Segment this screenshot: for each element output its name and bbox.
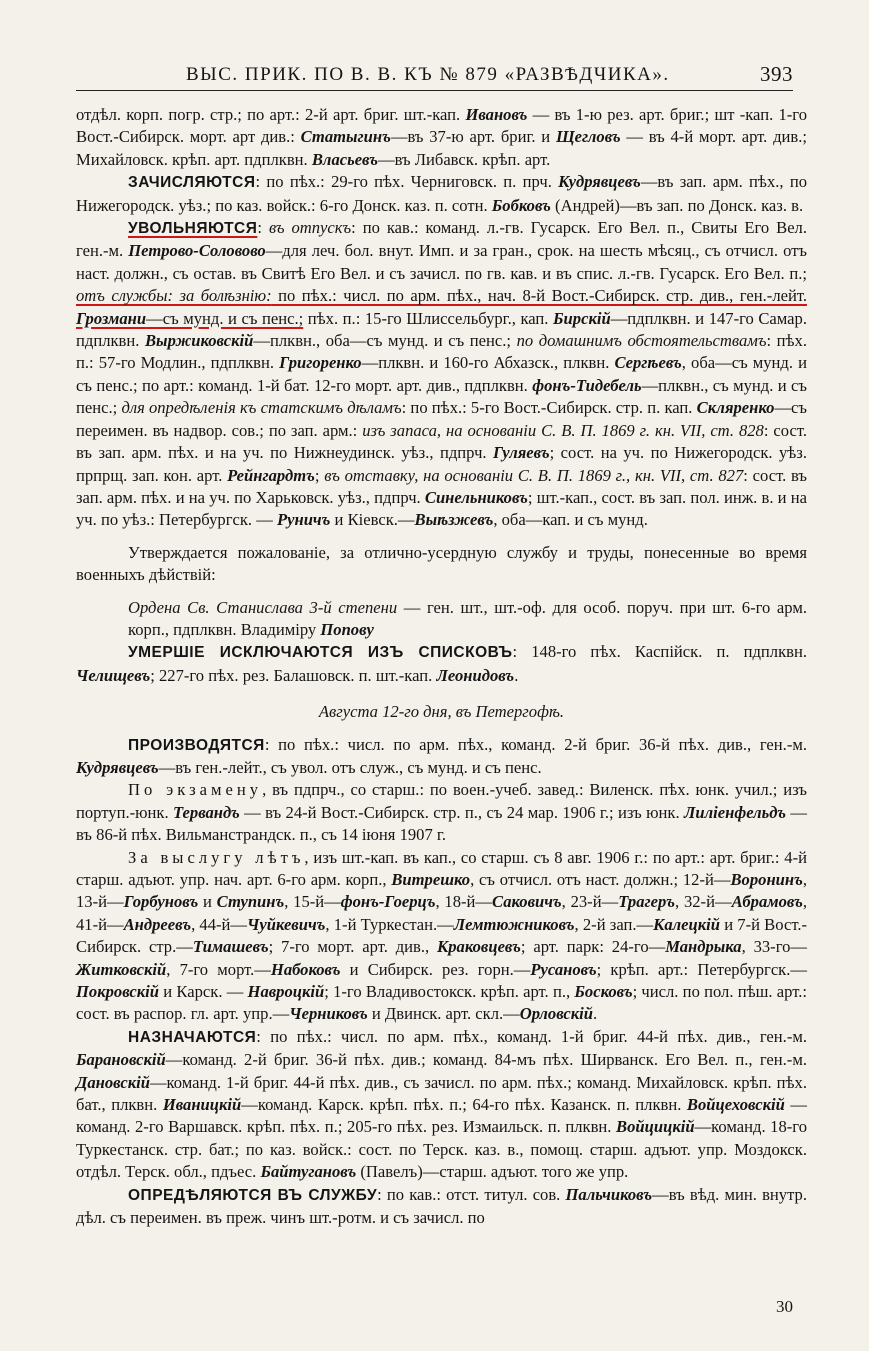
text-run: , оба—съ мунд. и съ пенс.; по арт.: команд. 1-й бат. 12-го морт. арт. див., пдплквн. [76,353,807,395]
text-run: , 18-й— [435,892,493,912]
person-name: Краковцевъ [437,937,521,957]
text-run: —плквн. и 160-го Абхазск., плквн. [361,353,615,373]
person-name: Орловскій [519,1004,594,1024]
text-run: и 7-й Вост.-Сибирск. стр.— [76,914,807,957]
person-name: Гуляевъ [493,443,550,463]
text-run: : 148-го пѣх. Каспійск. п. пдплквн. [512,642,807,662]
person-name: Навроцкій [247,982,325,1002]
person-name: Набоковъ [270,959,341,979]
person-name: Пальчиковъ [565,1184,653,1204]
text-run: и Карск. — [159,982,248,1002]
paragraph-dismissed [76,217,807,532]
person-name: Ступинъ [216,892,285,912]
person-name: Войцеховскій [686,1095,785,1115]
person-name: Кудрявцевъ [558,172,641,192]
text-run: по домашнимъ обстоятельствамъ [516,331,767,351]
text-run: отдѣл. корп. погр. стр.; по арт.: 2-й арт. бриг. шт.-кап. [76,105,466,124]
text-run: —въ зап. арм. пѣх., по Нижегородск. уѣз.; по каз. войск.: 6-го Донск. каз. п. сотн. [76,172,807,215]
text-run: —команд. 18-го Туркестанск. стр. бат.; по каз. войск.: сост. по Терск. каз. в., помощ. старш. адъют. упр. Моздокск. отдѣл. Терск. обл., пдъес. [76,1117,807,1182]
person-name: Босковъ [574,982,633,1002]
person-name: Андреевъ [123,914,192,934]
person-name: Попову [320,619,374,639]
paragraph-award [76,597,807,642]
person-name: Житковскій [76,959,167,979]
text-run: — въ 4-й морт. арт. див.; Михайловск. крѣп. арт. пдплквн. [76,127,808,169]
person-name: Чуйкевичъ [247,914,326,934]
text-run: , оба—кап. и съ мунд. [493,510,648,530]
text-run: —команд. Карск. крѣп. пѣх. п.; 64-го пѣх. Казанск. п. плквн. [241,1095,687,1115]
person-name: Тервандъ [173,802,240,822]
text-run: — команд. 2-го Варшавск. крѣп. пѣх. п.; 205-го пѣх. рез. Измаильск. п. плквн. [76,1095,807,1137]
person-name: Байтугановъ [260,1162,357,1182]
person-name: Рейнгардтъ [227,465,315,485]
text-run: въ отпускъ [268,218,352,238]
text-run: и Кіевск.— [330,510,415,530]
person-name: Грозмани [76,308,147,328]
paragraph-deceased [76,641,807,687]
person-name: Ивановъ [465,105,528,124]
text-run: ; шт.-кап., сост. въ зап. пол. инж. в. и на уч. по уѣз.: Петербургск. — [76,487,807,530]
person-name: Петрово-Соловово [128,241,266,261]
person-name: Лемтюжниковъ [453,914,575,934]
text-run: —съ переимен. въ надвор. сов.; по зап. арм.: [76,398,807,440]
person-name: Горбуновъ [123,892,199,912]
text-run: ; 227-го пѣх. рез. Балашовск. п. шт.-кап. [150,665,437,685]
text-run: и [198,892,217,912]
person-name: Лиліенфельдъ [684,802,787,822]
text-run: По экзамену [128,780,263,800]
text-run: ; 7-го морт. арт. див., [268,937,437,957]
person-name: Покровскій [76,982,160,1002]
section-heading: ПРОИЗВОДЯТСЯ [128,736,265,754]
person-name: Скляренко [696,398,775,418]
text-run: въ отставку, на основаніи С. В. П. 1869 г., кн. VII, ст. 827 [324,465,744,485]
text-run: — въ 1-ю рез. арт. бриг.; шт -кап. 1-го Вост.-Сибирск. морт. арт див.: [76,105,807,147]
text-run: : пѣх. п.: 57-го Модлин., пдплквн. [76,331,807,373]
text-run: : сост. въ зап. арм. пѣх. и на уч. по Харьковск. уѣз., пдпрч. [76,465,807,507]
person-name: Бобковъ [491,195,551,215]
person-name: Сергѣевъ [614,353,682,373]
person-name: Выѣзжевъ [414,510,494,530]
person-name: Синельниковъ [424,487,528,507]
text-run: (Павелъ)—старш. адъют. того же упр. [356,1162,629,1182]
person-name: Трагеръ [618,892,676,912]
section-heading: НАЗНАЧАЮТСЯ [128,1028,257,1046]
person-name: фонъ-Тидебель [532,375,642,395]
text-run: ; арт. парк: 24-го— [520,937,666,957]
text-run: : по пѣх.: 29-го пѣх. Черниговск. п. прч. [255,172,559,192]
page-number: 393 [760,62,793,86]
text-run: —съ мунд. и съ пенс.; [146,308,304,328]
header-title: ВЫС. ПРИК. ПО В. В. КЪ № 879 «РАЗВѢДЧИКА». [186,64,670,85]
text-run: , 32-й— [675,892,732,912]
text-run: , 33-го— [741,937,807,957]
text-run: , 13-й— [76,870,807,912]
person-name: Абрамовъ [731,892,803,912]
text-run: ; 1-го Владивостокск. крѣп. арт. п., [324,982,575,1002]
text-run: , 15-й— [284,892,341,912]
person-name: Барановскій [76,1050,166,1070]
text-run: (Андрей)—въ зап. по Донск. каз. в. [550,195,804,215]
text-run: — въ 24-й Вост.-Сибирск. стр. п., съ 24 мар. 1906 г.; изъ юнк. [239,802,684,822]
text-run: —команд. 2-й бриг. 36-й пѣх. див.; команд. 84-мъ пѣх. Ширванск. Его Вел. п., ген.-м. [165,1050,807,1070]
text-run: —команд. 1-й бриг. 44-й пѣх. див., съ зачисл. по арм. пѣх.; команд. Михайловск. крѣп. пѣх. бат., плквн. [76,1072,807,1115]
text-run: . [593,1004,598,1024]
text-run: —въ 37-ю арт. бриг. и [390,127,556,147]
person-name: Кудрявцевъ [76,757,159,777]
paragraph-exam [76,779,807,846]
text-run: —пдплквн. и 147-го Самар. пдплквн. [76,308,807,351]
text-run: , 7-го морт.— [166,959,271,979]
text-run: —для леч. бол. внут. Имп. и за гран., срок. на шесть мѣсяц., съ отчисл. отъ наст. должн., съ остав. въ Свитѣ Его Вел. и съ зачисл. по гв. кав. и въ спис. л.-гв. Гусарск. Его Вел. п.; [76,241,807,283]
text-run: Ордена Св. Станислава 3-й степени [128,597,398,617]
text-run: За выслугу лѣтъ [128,847,305,867]
text-run: : по кав.: команд. л.-гв. Гусарск. Его Вел. п., Свиты Его Вел. ген.-м. [76,218,807,261]
text-run: и Сибирск. рез. горн.— [340,959,531,979]
person-name: фонъ-Гоерцъ [340,892,436,912]
person-name: Витрешко [391,870,471,889]
person-name: Григоренко [279,353,362,373]
text-run: — въ 86-й пѣх. Вильманстрандск. п., съ 14 іюня 1907 г. [76,802,807,845]
text-run: —въ вѣд. мин. внутр. дѣл. съ переимен. въ преж. чинъ шт.-ротм. и съ зачисл. по [76,1184,807,1228]
person-name: Статыгинъ [300,127,391,147]
text-run: изъ запаса, на основаніи С. В. П. 1869 г. кн. VII, ст. 828 [362,420,764,440]
text-run: , 2-й зап.— [574,914,654,934]
person-name: Руничъ [276,510,331,530]
text-run: —въ Либавск. крѣп. арт. [378,149,551,169]
person-name: Выржиковскій [144,331,254,351]
person-name: Воронинъ [730,870,803,889]
text-run: , 41-й— [76,892,808,934]
person-name: Русановъ [530,959,597,979]
section-heading: ЗАЧИСЛЯЮТСЯ [128,174,256,192]
text-run: ; сост. на уч. по Нижегородск. уѣз. прпрщ. зап. кон. арт. [76,443,807,485]
text-run: —плквн., оба—съ мунд. и съ пенс.; [253,331,517,351]
running-header [76,62,793,91]
person-name: Власьевъ [311,149,378,169]
person-name: Тимашевъ [192,937,269,957]
section-heading: ОПРЕДѢЛЯЮТСЯ ВЪ СЛУЖБУ [128,1186,378,1204]
person-name: Войцицкій [616,1117,695,1137]
text-run: : по пѣх.: 5-го Вост.-Сибирск. стр. п. кап. [401,398,697,418]
text-run: : по пѣх.: числ. по арм. пѣх., команд. 2-й бриг. 36-й пѣх. див., ген.-м. [264,734,807,754]
underlined-phrase: отъ службы: за болѣзнію: [76,286,272,306]
text-run: , въ пдпрч., со старш.: по воен.-учеб. завед.: Виленск. пѣх. юнк. учил.; изъ портуп.-юнк. [76,780,808,822]
text-run: для опредѣленія къ статскимъ дѣламъ [121,398,402,418]
person-name: Калецкій [653,914,721,934]
text-run: , 1-й Туркестан.— [325,914,454,934]
text-run: по пѣх.: числ. по арм. пѣх., нач. 8-й Вост.-Сибирск. стр. див., ген.-лейт. [271,286,807,306]
paragraph-service [76,1184,807,1230]
text-run: , съ отчисл. отъ наст. должн.; 12-й— [470,870,731,889]
person-name: Бирскій [553,308,611,328]
text-run: : по кав.: отст. титул. сов. [377,1184,566,1204]
person-name: Щегловъ [555,127,621,147]
text-run: и Двинск. арт. скл.— [367,1004,520,1024]
person-name: Леонидовъ [436,665,515,685]
text-run: . [514,665,519,685]
person-name: Саковичъ [492,892,562,912]
person-name: Мандрыка [665,937,742,957]
person-name: Черниковъ [289,1004,368,1024]
date-heading: Августа 12-го дня, въ Петергофѣ. [318,702,565,722]
text-body [76,104,807,1230]
paragraph-continued [76,104,807,171]
text-run: — ген. шт., шт.-оф. для особ. поруч. при шт. 6-го арм. корп., пдплквн. Владиміру [128,597,807,639]
paragraph-award-intro: Утверждается пожалованіе, за отлично-усердную службу и труды, понесенные во время военныхъ дѣйствій: [76,542,807,585]
text-run: , изъ шт.-кап. въ кап., со старш. съ 8 авг. 1906 г.: по арт.: арт. бриг.: 4-й старш. адъют. упр. нач. арт. 6-го арм. корп., [76,847,807,889]
section-heading: УМЕРШІЕ ИСКЛЮЧАЮТСЯ ИЗЪ СПИСКОВЪ [128,644,513,662]
text-run: ; крѣп. арт.: Петербургск.— [596,959,807,979]
paragraph-appointed [76,1026,807,1184]
text-run: : сост. въ зап. арм. пѣх. и на уч. по Нижнеудинск. уѣз., пдпрч. [76,420,807,463]
text-run: , 44-й— [191,914,248,934]
section-heading-underlined: УВОЛЬНЯЮТСЯ [128,220,258,238]
text-run: —въ ген.-лейт., съ увол. отъ служ., съ мунд. и съ пенс. [158,757,542,777]
text-run: ; [314,465,325,485]
paragraph-promoted [76,734,807,780]
paragraph-enrolled [76,171,807,217]
paragraph-seniority [76,847,807,1026]
person-name: Челищевъ [76,665,151,685]
person-name: Иваницкій [162,1095,242,1115]
text-run: : по пѣх.: числ. по арм. пѣх., команд. 1-й бриг. 44-й пѣх. див., ген.-м. [256,1026,807,1046]
text-run: , 23-й— [561,892,619,912]
text-run: ; числ. по пол. пѣш. арт.: сост. въ распор. гл. арт. упр.— [76,982,807,1024]
text-run: пѣх. п.: 15-го Шлиссельбург., кап. [303,308,554,328]
text-run: —плквн., съ мунд. и съ пенс.; [76,375,807,418]
text-run: : [257,218,269,238]
person-name: Дановскій [76,1072,150,1092]
signature-mark: 30 [776,1297,793,1316]
